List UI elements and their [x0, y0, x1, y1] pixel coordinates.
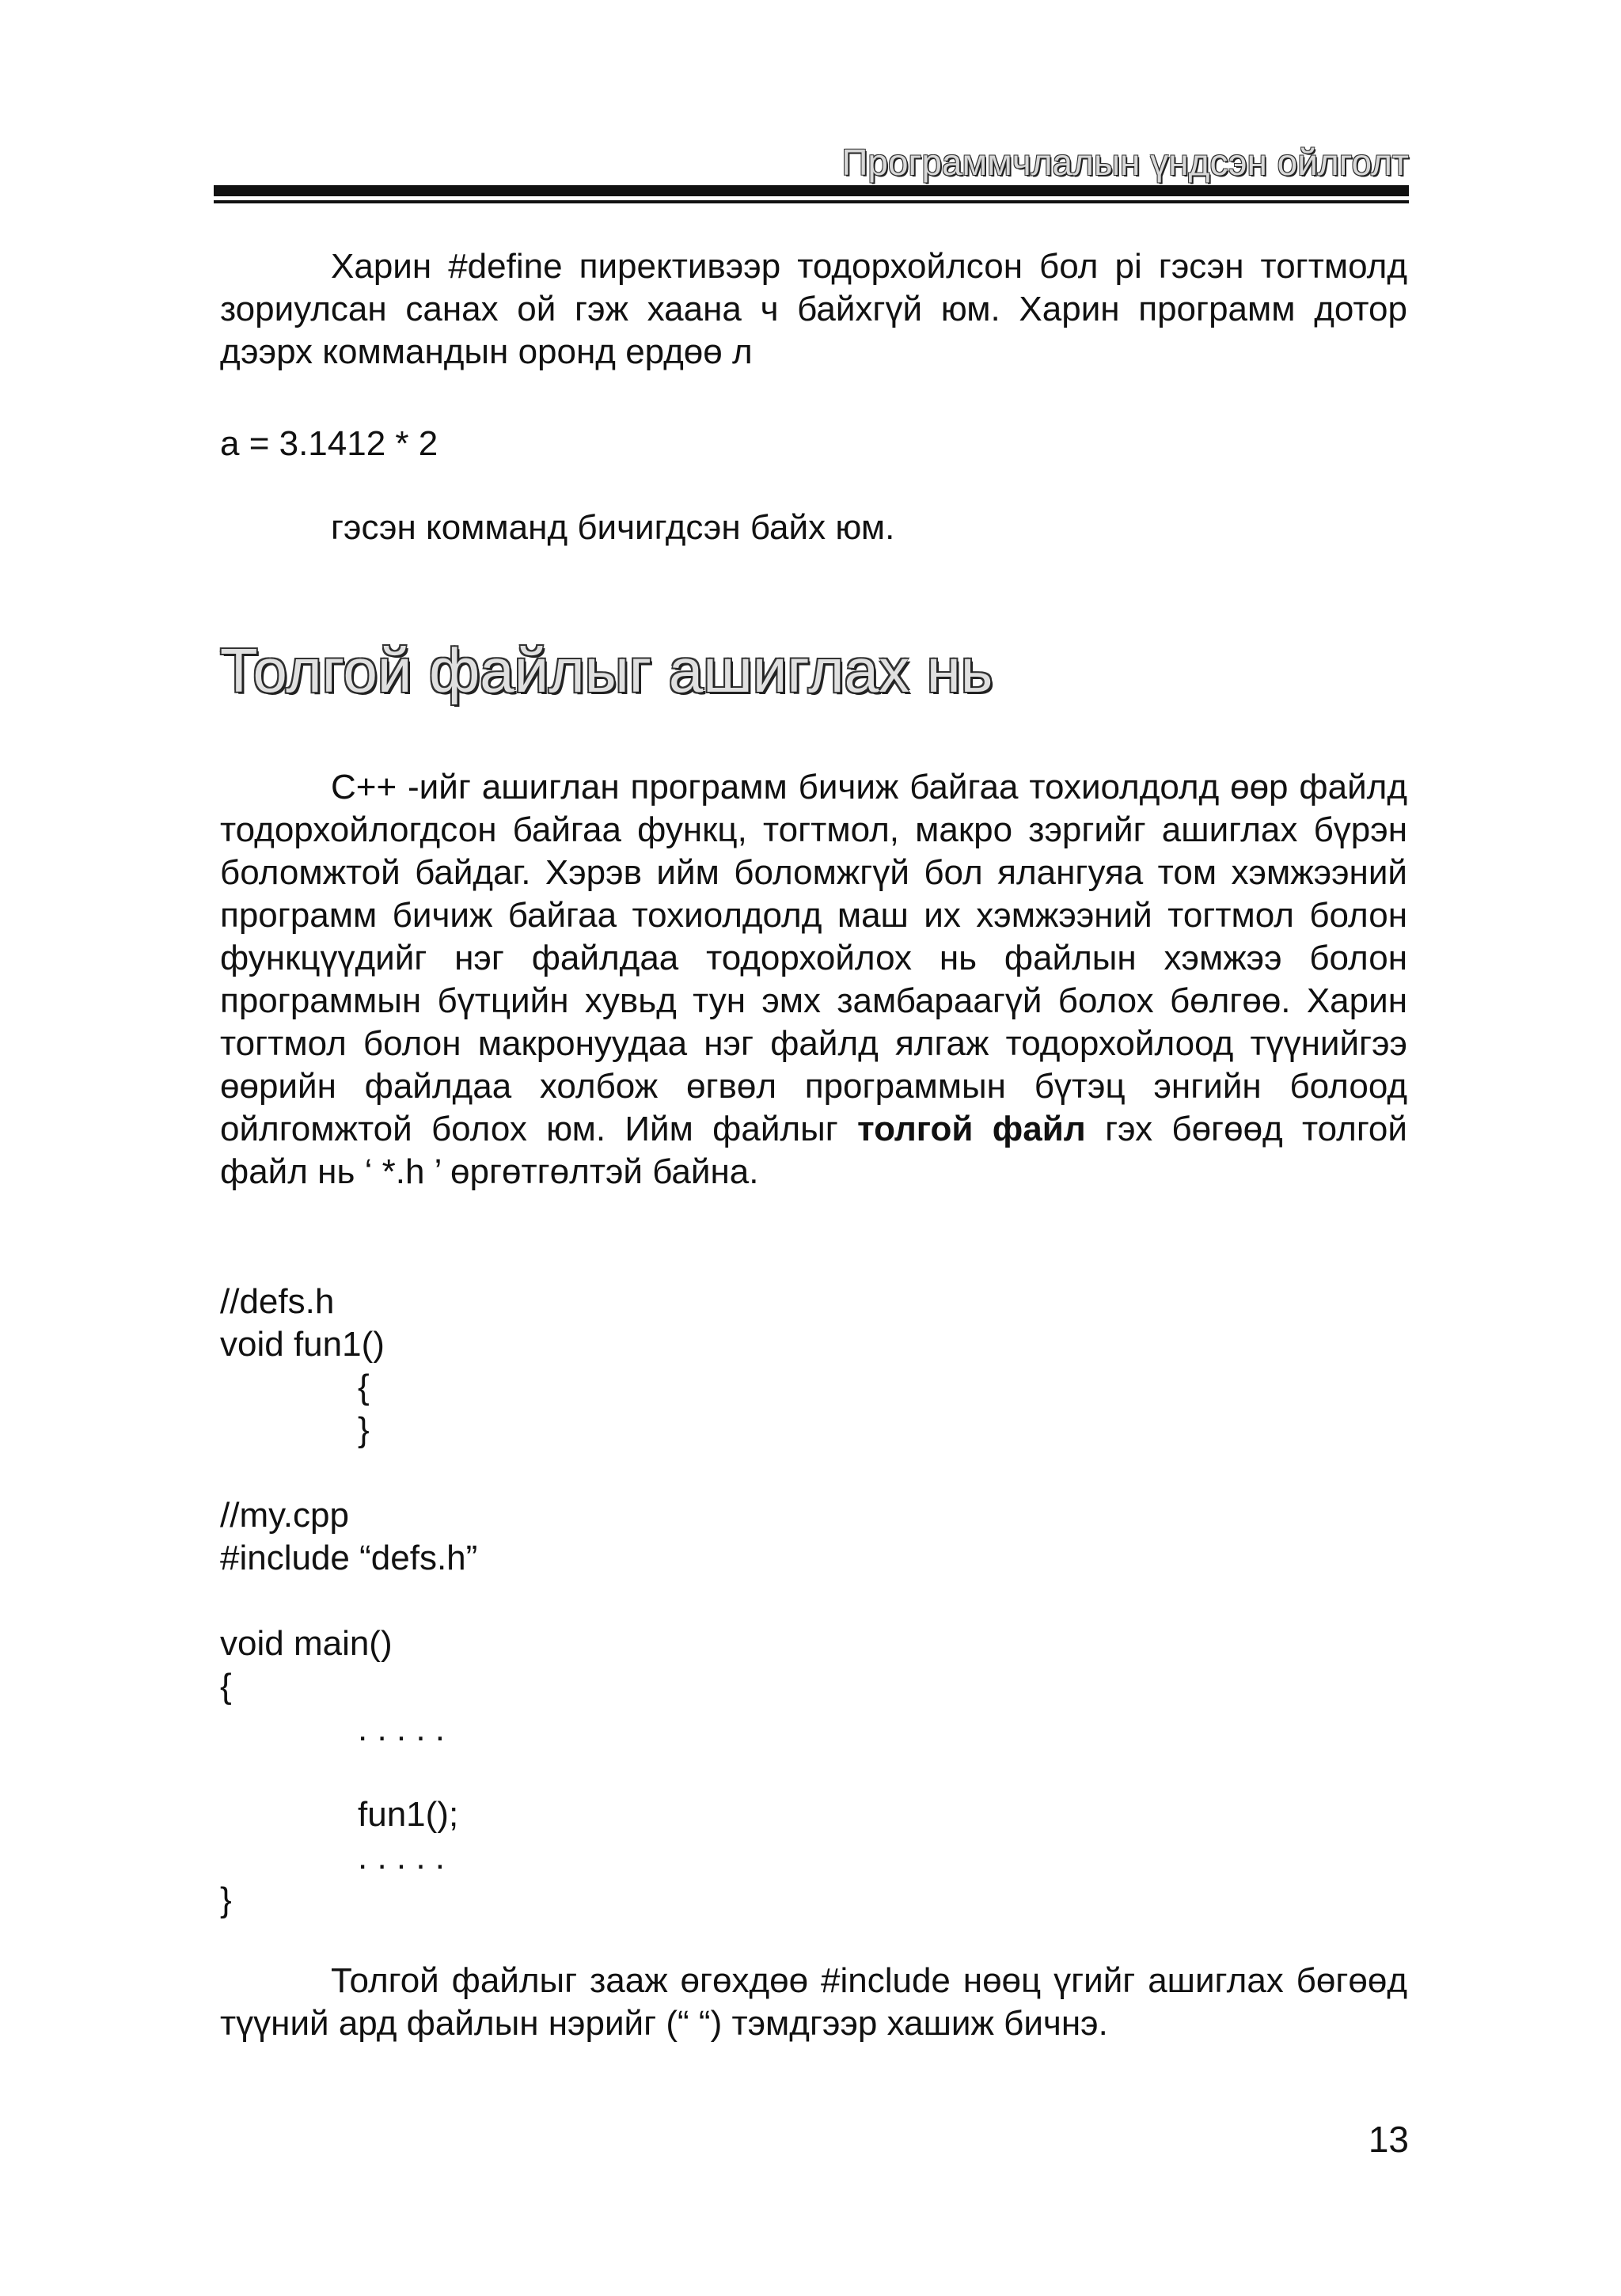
code-line-include: #include “defs.h”	[220, 1539, 478, 1577]
paragraph-text: Харин #define пирективээр тодорхойлсон бол pi гэсэн тогтмолд зориулсан санах ой гэж хаана ч байхгүй юм. Харин программ дотор дээрх коммандын оронд ердөө л	[220, 247, 1407, 371]
code-line-close-brace: }	[358, 1410, 370, 1449]
paragraph-text	[220, 766, 1407, 1194]
code-line-dots: . . . . .	[358, 1710, 446, 1748]
code-line-dots: . . . . .	[358, 1838, 446, 1877]
code-line-fun1-call: fun1();	[358, 1795, 459, 1834]
running-header-title: Программчлалын үндсэн ойлголт	[841, 142, 1409, 183]
paragraph-include-usage	[220, 1960, 1407, 2045]
header-rule-thin	[214, 200, 1409, 203]
paragraph-text-after-bold: гэх бөгөөд толгой файл нь ‘ *.h ’ өргөтгөлтэй байна.	[220, 1110, 1407, 1191]
paragraph-define-explanation	[220, 245, 1407, 374]
header-rule-thick	[214, 185, 1409, 196]
paragraph-text: Толгой файлыг зааж өгөхдөө #include нөөц үгийг ашиглах бөгөөд түүний ард файлын нэрийг (“ “) тэмдгээр хашиж бичнэ.	[220, 1961, 1407, 2043]
code-line-main-decl: void main()	[220, 1624, 393, 1663]
code-line-open-brace: {	[358, 1368, 370, 1406]
code-line-close-brace: }	[220, 1880, 232, 1919]
section-heading: Толгой файлыг ашиглах нь	[220, 636, 993, 705]
code-line-my-comment: //my.cpp	[220, 1496, 350, 1535]
formula-line: a = 3.1412 * 2	[220, 424, 438, 463]
page-number: 13	[1368, 2119, 1409, 2160]
bold-term: толгой файл	[857, 1110, 1086, 1148]
code-line-fun1-decl: void fun1()	[220, 1325, 385, 1364]
code-line-open-brace: {	[220, 1667, 232, 1706]
paragraph-continuation: гэсэн комманд бичигдсэн байх юм.	[331, 508, 895, 547]
code-line-defs-comment: //defs.h	[220, 1282, 335, 1321]
paragraph-text-before-bold: С++ -ийг ашиглан программ бичиж байгаа тохиолдолд өөр файлд тодорхойлогдсон байгаа функц, тогтмол, макро зэргийг ашиглах бүрэн боломжтой байдаг. Хэрэв ийм боломжгүй бол ялангуяа том хэмжээний программ бичиж байгаа тохиолдолд маш их хэмжээний тогтмол болон функцүүдийг нэг файлдаа тодорхойлох нь файлын хэмжээ болон программын бүтцийн хувьд тун эмх замбараагүй болох бөлгөө. Харин тогтмол болон макронуудаа нэг файлд ялгаж тодорхойлоод түүнийгээ өөрийн файлдаа холбож өгвөл программын бүтэц энгийн болоод ойлгомжтой болох юм. Ийм файлыг	[220, 768, 1407, 1148]
paragraph-header-files	[220, 766, 1407, 1194]
